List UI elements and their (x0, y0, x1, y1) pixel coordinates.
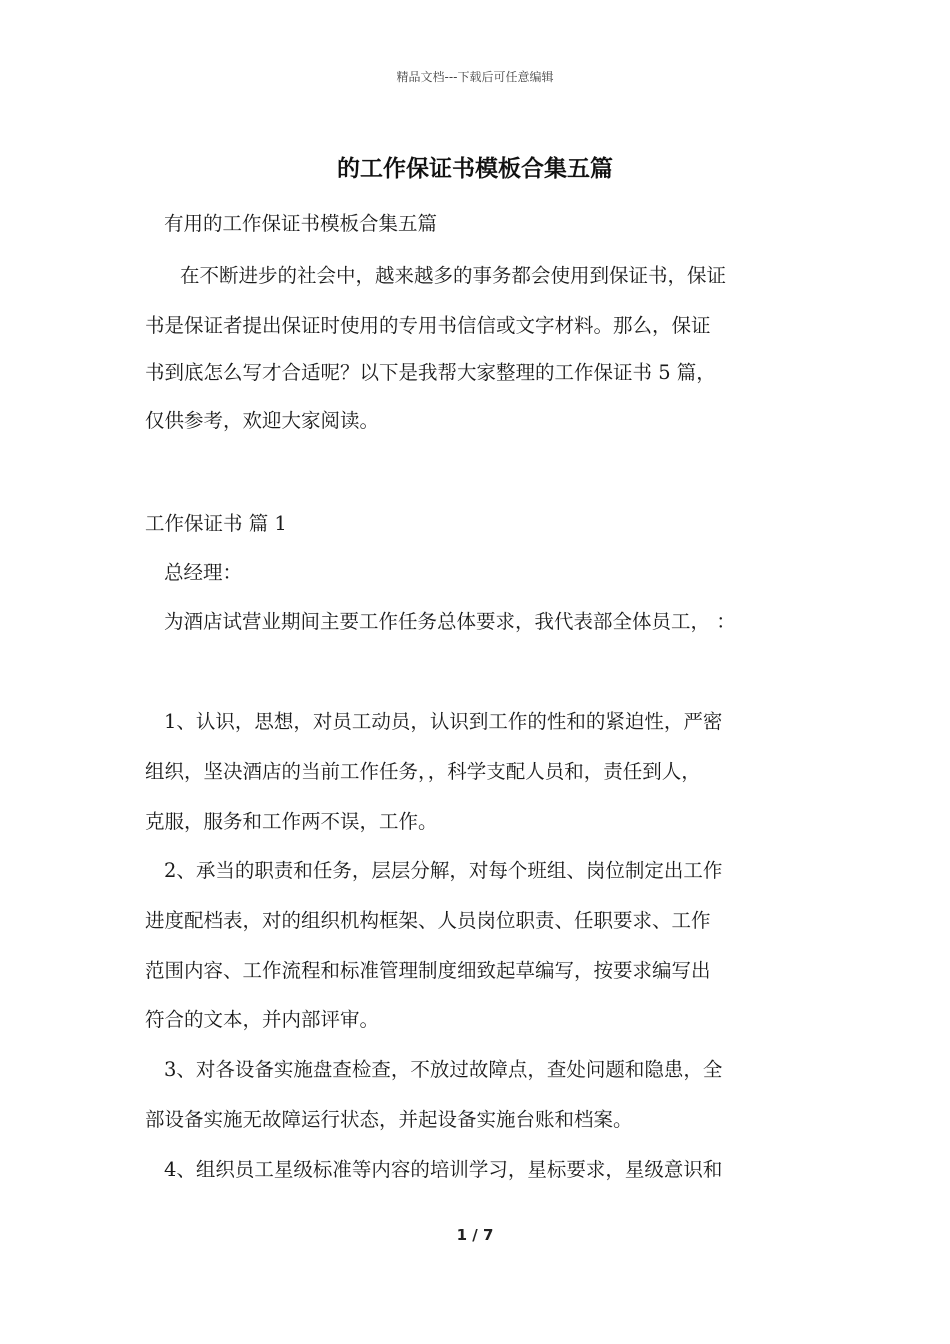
item-line: 符合的文本，并内部评审。 (145, 1008, 380, 1031)
document-subtitle: 有用的工作保证书模板合集五篇 (164, 212, 438, 235)
item-line: 3、对各设备实施盘查检查，不放过故障点，查处问题和隐患，全 (164, 1058, 723, 1081)
item-line: 4、组织员工星级标准等内容的培训学习，星标要求，星级意识和 (164, 1158, 723, 1181)
item-line: 2、承当的职责和任务，层层分解，对每个班组、岗位制定出工作 (164, 859, 723, 882)
item-line: 组织，坚决酒店的当前工作任务，，科学支配人员和，责任到人， (145, 760, 701, 783)
section-heading: 工作保证书 篇 1 (145, 512, 287, 535)
item-line: 进度配档表，对的组织机构框架、人员岗位职责、任职要求、工作 (145, 909, 711, 932)
salutation: 总经理： (164, 561, 243, 584)
intro-line: 仅供参考，欢迎大家阅读。 (145, 409, 380, 432)
page-number: 1 / 7 (456, 1226, 494, 1244)
item-line: 克服，服务和工作两不误，工作。 (145, 810, 438, 833)
opening-paragraph: 为酒店试营业期间主要工作任务总体要求，我代表部全体员工， ： (164, 610, 736, 633)
intro-line: 书到底怎么写才合适呢？以下是我帮大家整理的工作保证书 5 篇， (145, 361, 716, 384)
item-line: 1、认识，思想，对员工动员，认识到工作的性和的紧迫性，严密 (164, 710, 723, 733)
intro-line: 书是保证者提出保证时使用的专用书信信或文字材料。那么，保证 (145, 314, 711, 337)
item-line: 部设备实施无故障运行状态，并起设备实施台账和档案。 (145, 1108, 633, 1131)
header-note: 精品文档---下载后可任意编辑 (396, 70, 554, 84)
document-title: 的工作保证书模板合集五篇 (337, 155, 613, 182)
item-line: 范围内容、工作流程和标准管理制度细致起草编写，按要求编写出 (145, 959, 711, 982)
intro-line: 在不断进步的社会中，越来越多的事务都会使用到保证书，保证 (180, 264, 727, 287)
